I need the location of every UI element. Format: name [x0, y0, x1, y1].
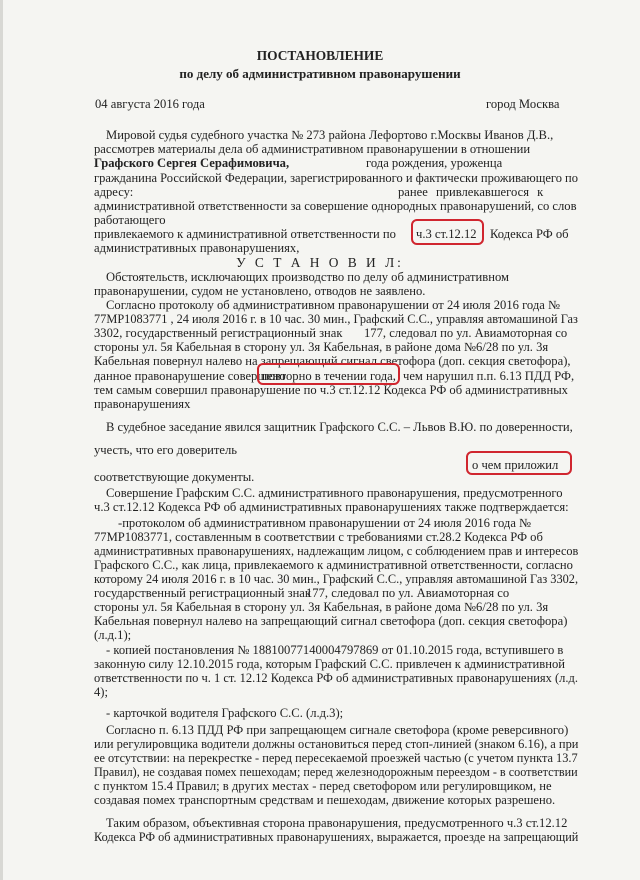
person-line-liable: привлекаемого к административной ответственности по [94, 227, 396, 241]
body-line: ч.3 ст.12.12 Кодекса РФ об административных правонарушениях также подтверждается: [94, 500, 569, 514]
body-line: Кабельная повернул налево на запрещающий сигнал светофора (доп. секция светофора), [94, 354, 571, 368]
body-line: правонарушениях [94, 397, 191, 411]
body-line: 3302, государственный регистрационный знак [94, 326, 343, 340]
body-line: В судебное заседание явился защитник Графского С.С. – Львов В.Ю. по доверенности, [106, 420, 573, 434]
body-line: 177, следовал по ул. Авиамоторная со [364, 326, 568, 340]
body-line: - карточкой водителя Графского С.С. (л.д.3); [106, 706, 344, 720]
highlight-box-article [411, 219, 484, 245]
body-line: государственный регистрационный знак [94, 586, 312, 600]
body-line: Кодекса РФ об административных правонарушениях, выражается, проезде на запрещающий [94, 830, 579, 844]
highlight-box-attached [466, 451, 572, 475]
body-line: Обстоятельств, исключающих производство по делу об административном [106, 270, 509, 284]
body-line: ее отсутствии: на перекрестке - перед пересекаемой проезжей частью (с учетом пункта 13.7 [94, 751, 578, 765]
body-line: 4); [94, 685, 108, 699]
highlight-box-repeat [257, 363, 400, 385]
body-line: правонарушении, судом не установлено, отводов не заявлено. [94, 284, 426, 298]
body-line: чем нарушил п.п. 6.13 ПДД РФ, [403, 369, 575, 383]
person-line-working: работающего [94, 213, 166, 227]
body-line: учесть, что его доверитель [94, 443, 237, 457]
body-line: 77МР1083771 , 24 июля 2016 г. в 10 час. 30 мин., Графский С.С., управляя автомашиной Газ [94, 312, 578, 326]
body-line: или регулировщика водители должны остановиться перед стоп-линией (знаком 6.16), а при [94, 737, 579, 751]
body-line: с пунктом 15.4 Правил; в других местах - перед светофором или регулировщиком, не [94, 779, 552, 793]
body-line: 77МР1083771, составленным в соответствии с требованиями ст.28.2 Кодекса РФ об [94, 530, 543, 544]
body-line: - копией постановления № 18810077140004797869 от 01.10.2015 года, вступившего в [106, 643, 564, 657]
body-line: Правил), не создавая помех пешеходам; перед железнодорожным переездом - в соответствии [94, 765, 578, 779]
highlighted-phrase: повторно в течении года, [262, 369, 396, 383]
article-reference: ч.3 ст.12.12 [416, 227, 477, 241]
body-line: Согласно п. 6.13 ПДД РФ при запрещающем сигнале светофора (кроме реверсивного) [106, 723, 569, 737]
decision-date: 04 августа 2016 года [95, 97, 205, 111]
person-line-address-label: адресу: [94, 185, 134, 199]
body-line: которому 24 июля 2016 г. в 10 час. 30 мин., Графский С.С., управляя автомашиной Газ 3302, [94, 572, 579, 586]
body-line: Таким образом, объективная сторона правонарушения, предусмотренного ч.3 ст.12.12 [106, 816, 568, 830]
body-line: (л.д.1); [94, 628, 132, 642]
person-birth: года рождения, уроженца [366, 156, 503, 170]
body-line: -протоколом об административном правонарушении от 24 июля 2016 года № [118, 516, 532, 530]
body-line: Согласно протоколу об административном правонарушении от 24 июля 2016 года № [106, 298, 561, 312]
document-subtitle: по делу об административном правонарушении [179, 66, 461, 81]
person-line-code-end: административных правонарушениях, [94, 241, 300, 255]
body-line: стороны ул. 5я Кабельная в сторону ул. 3я Кабельная, в районе дома №6/28 по ул. 3я [94, 340, 549, 354]
ustanovil-heading: У С Т А Н О В И Л: [236, 255, 404, 270]
person-name: Графского Сергея Серафимовича, [94, 156, 290, 170]
person-line-citizen: гражданина Российской Федерации, зарегистрированного и фактически проживающего по [94, 171, 579, 185]
body-line: стороны ул. 5я Кабельная в сторону ул. 3я Кабельная, в районе дома №6/28 по ул. 3я [94, 600, 549, 614]
body-line: 177, следовал по ул. Авиамоторная со [306, 586, 510, 600]
body-line: создавая помех транспортным средствам и пешеходам, движение которых разрешено. [94, 793, 556, 807]
intro-line-1: Мировой судья судебного участка № 273 района Лефортово г.Москвы Иванов Д.В., [106, 128, 554, 142]
body-line: Кабельная повернул налево на запрещающий сигнал светофора (доп. секция светофора) [94, 614, 568, 628]
body-line: соответствующие документы. [94, 470, 255, 484]
scan-edge [0, 0, 3, 880]
body-line: тем самым совершил правонарушение по ч.3 ст.12.12 Кодекса РФ об административных [94, 383, 568, 397]
decision-city: город Москва [486, 97, 560, 111]
body-line: административных правонарушениях, надлежащим лицом, с соблюдением прав и интересов [94, 544, 579, 558]
body-line: данное правонарушение совершено [94, 369, 286, 383]
person-line-responsibility: административной ответственности за совершение однородных правонарушений, со слов [94, 199, 577, 213]
person-line-code: Кодекса РФ об [490, 227, 569, 241]
person-line-prior: ранее привлекавшегося к [398, 185, 544, 199]
highlighted-phrase: о чем приложил [472, 458, 559, 472]
body-line: Графского С.С., как лица, привлекаемого к административной ответственности, согласно [94, 558, 573, 572]
body-line: законную силу 12.10.2015 года, которым Графский С.С. привлечен к административной [94, 657, 566, 671]
body-line: ответственности по ч. 1 ст. 12.12 Кодекса РФ об административных правонарушениях (л.д. [94, 671, 578, 685]
body-line: Совершение Графским С.С. административного правонарушения, предусмотренного [106, 486, 563, 500]
document-title: ПОСТАНОВЛЕНИЕ [256, 48, 384, 63]
intro-line-2: рассмотрев материалы дела об административном правонарушении в отношении [94, 142, 531, 156]
